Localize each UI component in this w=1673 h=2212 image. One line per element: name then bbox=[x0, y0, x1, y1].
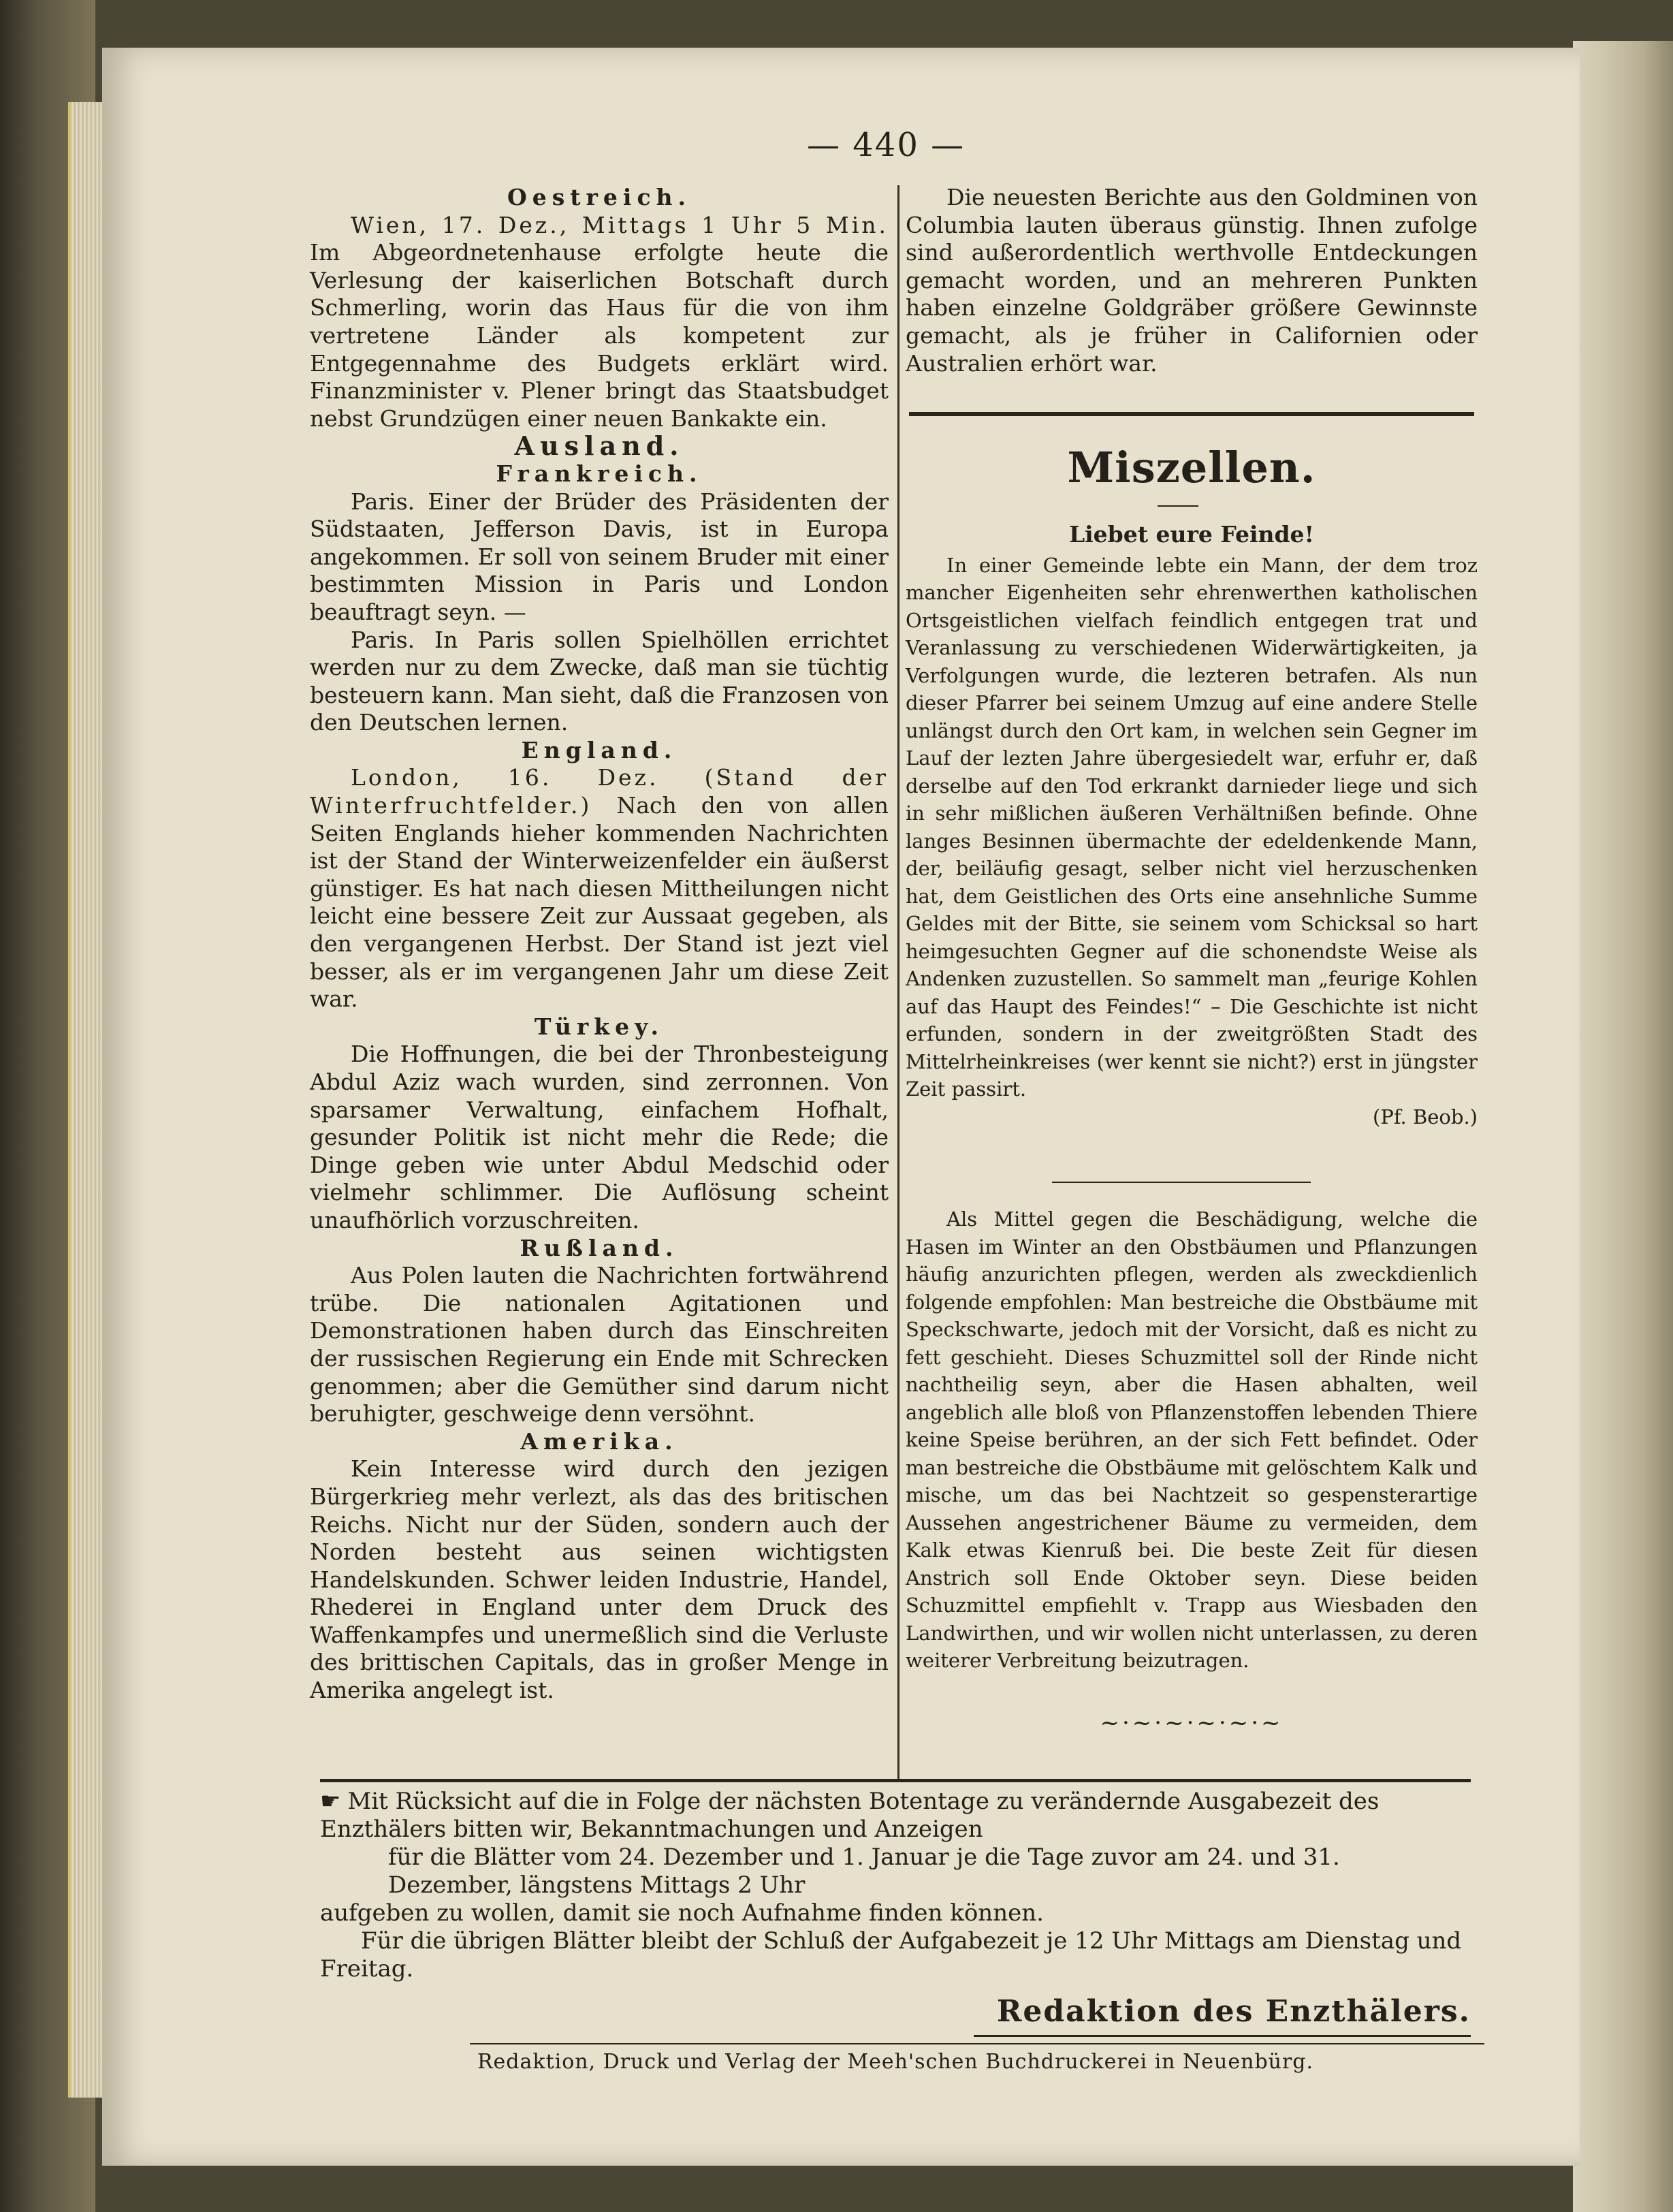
signature-rule bbox=[974, 2035, 1471, 2037]
notice-line-3: aufgeben zu wollen, damit sie noch Aufnahme finden können. bbox=[320, 1899, 1044, 1927]
notice-line-1 bbox=[320, 1788, 1471, 1844]
hasen-text: Als Mittel gegen die Beschädigung, welche die Hasen im Winter an den Obstbäumen und Pflanzungen häufig anzurichten pflegen, werden als zweckdienlich folgende empfohlen: Man bestreiche die Obstbäume mit Speckschwarte, jedoch mit der Vorsicht, daß es nicht zu fett geschieht. Dieses Schuzmittel soll der Rinde nicht nachtheilig seyn, aber die Hasen abhalten, weil angeblich alle bloß von Pflanzenstoffen lebenden Thiere keine Speise berühren, an der sich Fett befindet. Oder man bestreiche die Obstbäume mit gelöschtem Kalk und mische, um das bei Nachtzeit so gespensterartige Aussehen angestrichener Bäume zu vermeiden, dem Kalk etwas Kienruß bei. Die beste Zeit für diesen Anstrich soll Ende Oktober seyn. Diese beiden Schuzmittel empfiehlt v. Trapp aus Wiesbaden den Landwirthen, und wir wollen nicht unterlassen, zu deren weiterer Verbreitung beizutragen. bbox=[906, 1207, 1478, 1672]
imprint-rule bbox=[470, 2043, 1484, 2044]
section-heading-russland: Rußland. bbox=[520, 1234, 679, 1261]
miszellen-story bbox=[906, 521, 1478, 1131]
section-heading-oestreich: Oestreich. bbox=[507, 184, 692, 210]
article-paris-2: Paris. In Paris sollen Spielhöllen errichtet werden nur zu dem Zwecke, daß man sie tüchtig besteuern kann. Man sieht, daß die Franzosen von den Deutschen lernen. bbox=[310, 626, 889, 736]
section-rule bbox=[909, 412, 1474, 416]
article-london bbox=[310, 764, 889, 1013]
facing-page-edge bbox=[1573, 41, 1673, 2212]
section-heading-amerika: Amerika. bbox=[520, 1427, 678, 1455]
article-goldminen: Die neuesten Berichte aus den Goldminen von Columbia lauten überaus günstig. Ihnen zufolge sind außerordentlich werthvolle Entdeckungen gemacht worden, und an mehreren Punkten haben einzelne Goldgräber größere Gewinnste gemacht, als je früher in Californien oder Australien erhört war. bbox=[906, 184, 1478, 377]
article-polen: Aus Polen lauten die Nachrichten fortwährend trübe. Die nationalen Agitationen und Demonstrationen haben durch das Einschreiten der russischen Regierung ein Ende mit Schrecken genommen; aber die Gemüther sind darum nicht beruhigter, geschweige denn versöhnt. bbox=[310, 1262, 889, 1427]
story-title: Liebet eure Feinde! bbox=[1068, 521, 1315, 548]
dateline: London, 16. Dez. (Stand der Winterfruchtfelder.) bbox=[310, 764, 889, 819]
ornament-divider: ~·~·~·~·~·~ bbox=[1100, 1709, 1284, 1737]
article-amerika: Kein Interesse wird durch den jezigen Bürgerkrieg mehr verlezt, als das des britischen Reichs. Nicht nur der Süden, sondern auch der Norden besteht aus seinen wichtigsten Handelskunden. Schwer leiden Industrie, Handel, Rhederei in England unter dem Druck des Waffenkampfes und unermeßlich sind die Verluste des brittischen Capitals, das in großer Menge in Amerika angelegt ist. bbox=[310, 1455, 889, 1704]
hasen-article bbox=[906, 1205, 1478, 1675]
article-tuerkey: Die Hoffnungen, die bei der Thronbesteigung Abdul Aziz wach wurden, sind zerronnen. Von sparsamer Verwaltung, einfachem Hofhalt, gesunder Politik ist nicht mehr die Rede; die Dinge geben wie unter Abdul Medschid oder vielmehr schlimmer. Die Auflösung scheint unaufhörlich vorzuschreiten. bbox=[310, 1041, 889, 1233]
page-number: — 440 — bbox=[807, 126, 966, 164]
story-source: (Pf. Beob.) bbox=[1373, 1105, 1478, 1128]
section-heading-tuerkey: Türkey. bbox=[534, 1013, 665, 1040]
dateline: Wien, 17. Dez., Mittags 1 Uhr 5 Min. bbox=[351, 211, 889, 238]
pointing-hand-icon: ☛ bbox=[320, 1788, 341, 1815]
article-paris-1: Paris. Einer der Brüder des Präsidenten der Südstaaten, Jefferson Davis, ist in Europa angekommen. Er soll von seinem Bruder mit einer bestimmten Mission in Paris und London beauftragt seyn. — bbox=[310, 488, 889, 625]
notice-text: Mit Rücksicht auf die in Folge der nächsten Botentage zu verändernde Ausgabezeit des Enzthälers bitten wir, Bekanntmachungen und Anzeigen bbox=[320, 1788, 1380, 1843]
editorial-signature: Redaktion des Enzthälers. bbox=[996, 1994, 1471, 2029]
miszellen-title: Miszellen. bbox=[1067, 443, 1316, 492]
column-divider bbox=[897, 185, 899, 1779]
notice-rule bbox=[320, 1779, 1471, 1782]
notice-line-2: für die Blätter vom 24. Dezember und 1. Januar je die Tage zuvor am 24. und 31. Dezember, längstens Mittags 2 Uhr bbox=[388, 1844, 1340, 1899]
notice-line-4: Für die übrigen Blätter bleibt der Schluß der Aufgabezeit je 12 Uhr Mittags am Dienstag und Freitag. bbox=[320, 1927, 1462, 1982]
imprint-line: Redaktion, Druck und Verlag der Meeh'schen Buchdruckerei in Neuenbürg. bbox=[477, 2050, 1314, 2074]
story-text: In einer Gemeinde lebte ein Mann, der dem troz mancher Eigenheiten sehr ehrenwerthen katholischen Ortsgeistlichen vielfach feindlich entgegen trat und Veranlassung zu verschiedenen Widerwärtigkeiten, ja Verfolgungen wurde, die lezteren betrafen. Als nun dieser Pfarrer bei seinem Umzug auf eine andere Stelle unlängst durch den Ort kam, in welchen sein Gegner im Lauf der lezten Jahre übergesiedelt war, erfuhr er, daß derselbe auf den Tod erkrankt darnieder liege und sich in sehr mißlichen äußeren Verhältnißen befinde. Ohne langes Besinnen übermachte der edeldenkende Mann, der, beiläufig gesagt, selber nicht viel herzuschenken hat, dem Geistlichen des Orts eine ansehnliche Summe Geldes mit der Bitte, sie seinem vom Schicksal so hart heimgesuchten Gegner auf die schonendste Weise als Andenken zuzustellen. So sammelt man „feurige Kohlen auf das Haupt des Feindes!“ – Die Geschichte ist nicht erfunden, sondern in der zweitgrößten Stadt des Mittelrheinkreises (wer kennt sie nicht?) erst in jüngster Zeit passirt. bbox=[906, 553, 1478, 1101]
section-heading-frankreich: Frankreich. bbox=[496, 460, 703, 487]
title-rule bbox=[1158, 505, 1198, 507]
right-column bbox=[906, 184, 1478, 377]
section-heading-ausland: Ausland. bbox=[514, 430, 684, 462]
article-text: Nach den von allen Seiten Englands hieher kommenden Nachrichten ist der Stand der Winterweizenfelder ein äußerst günstiger. Es hat nach diesen Mittheilungen nicht leicht eine bessere Zeit zur Aussaat gegeben, als den vergangenen Herbst. Der Stand ist jezt viel besser, als er im vergangenen Jahr um diese Zeit war. bbox=[310, 792, 889, 1013]
editorial-notice bbox=[320, 1788, 1471, 1983]
article-text: Im Abgeordnetenhause erfolgte heute die Verlesung der kaiserlichen Botschaft durch Schmerling, worin das Haus für die von ihm vertretene Länder als kompetent zur Entgegennahme des Budgets erklärt wird. Finanzminister v. Plener bringt das Staatsbudget nebst Grundzügen einer neuen Bankakte ein. bbox=[310, 239, 889, 432]
section-heading-england: England. bbox=[521, 736, 678, 763]
left-column bbox=[310, 184, 889, 1705]
article-wien bbox=[310, 212, 889, 433]
story-separator bbox=[1052, 1182, 1311, 1183]
